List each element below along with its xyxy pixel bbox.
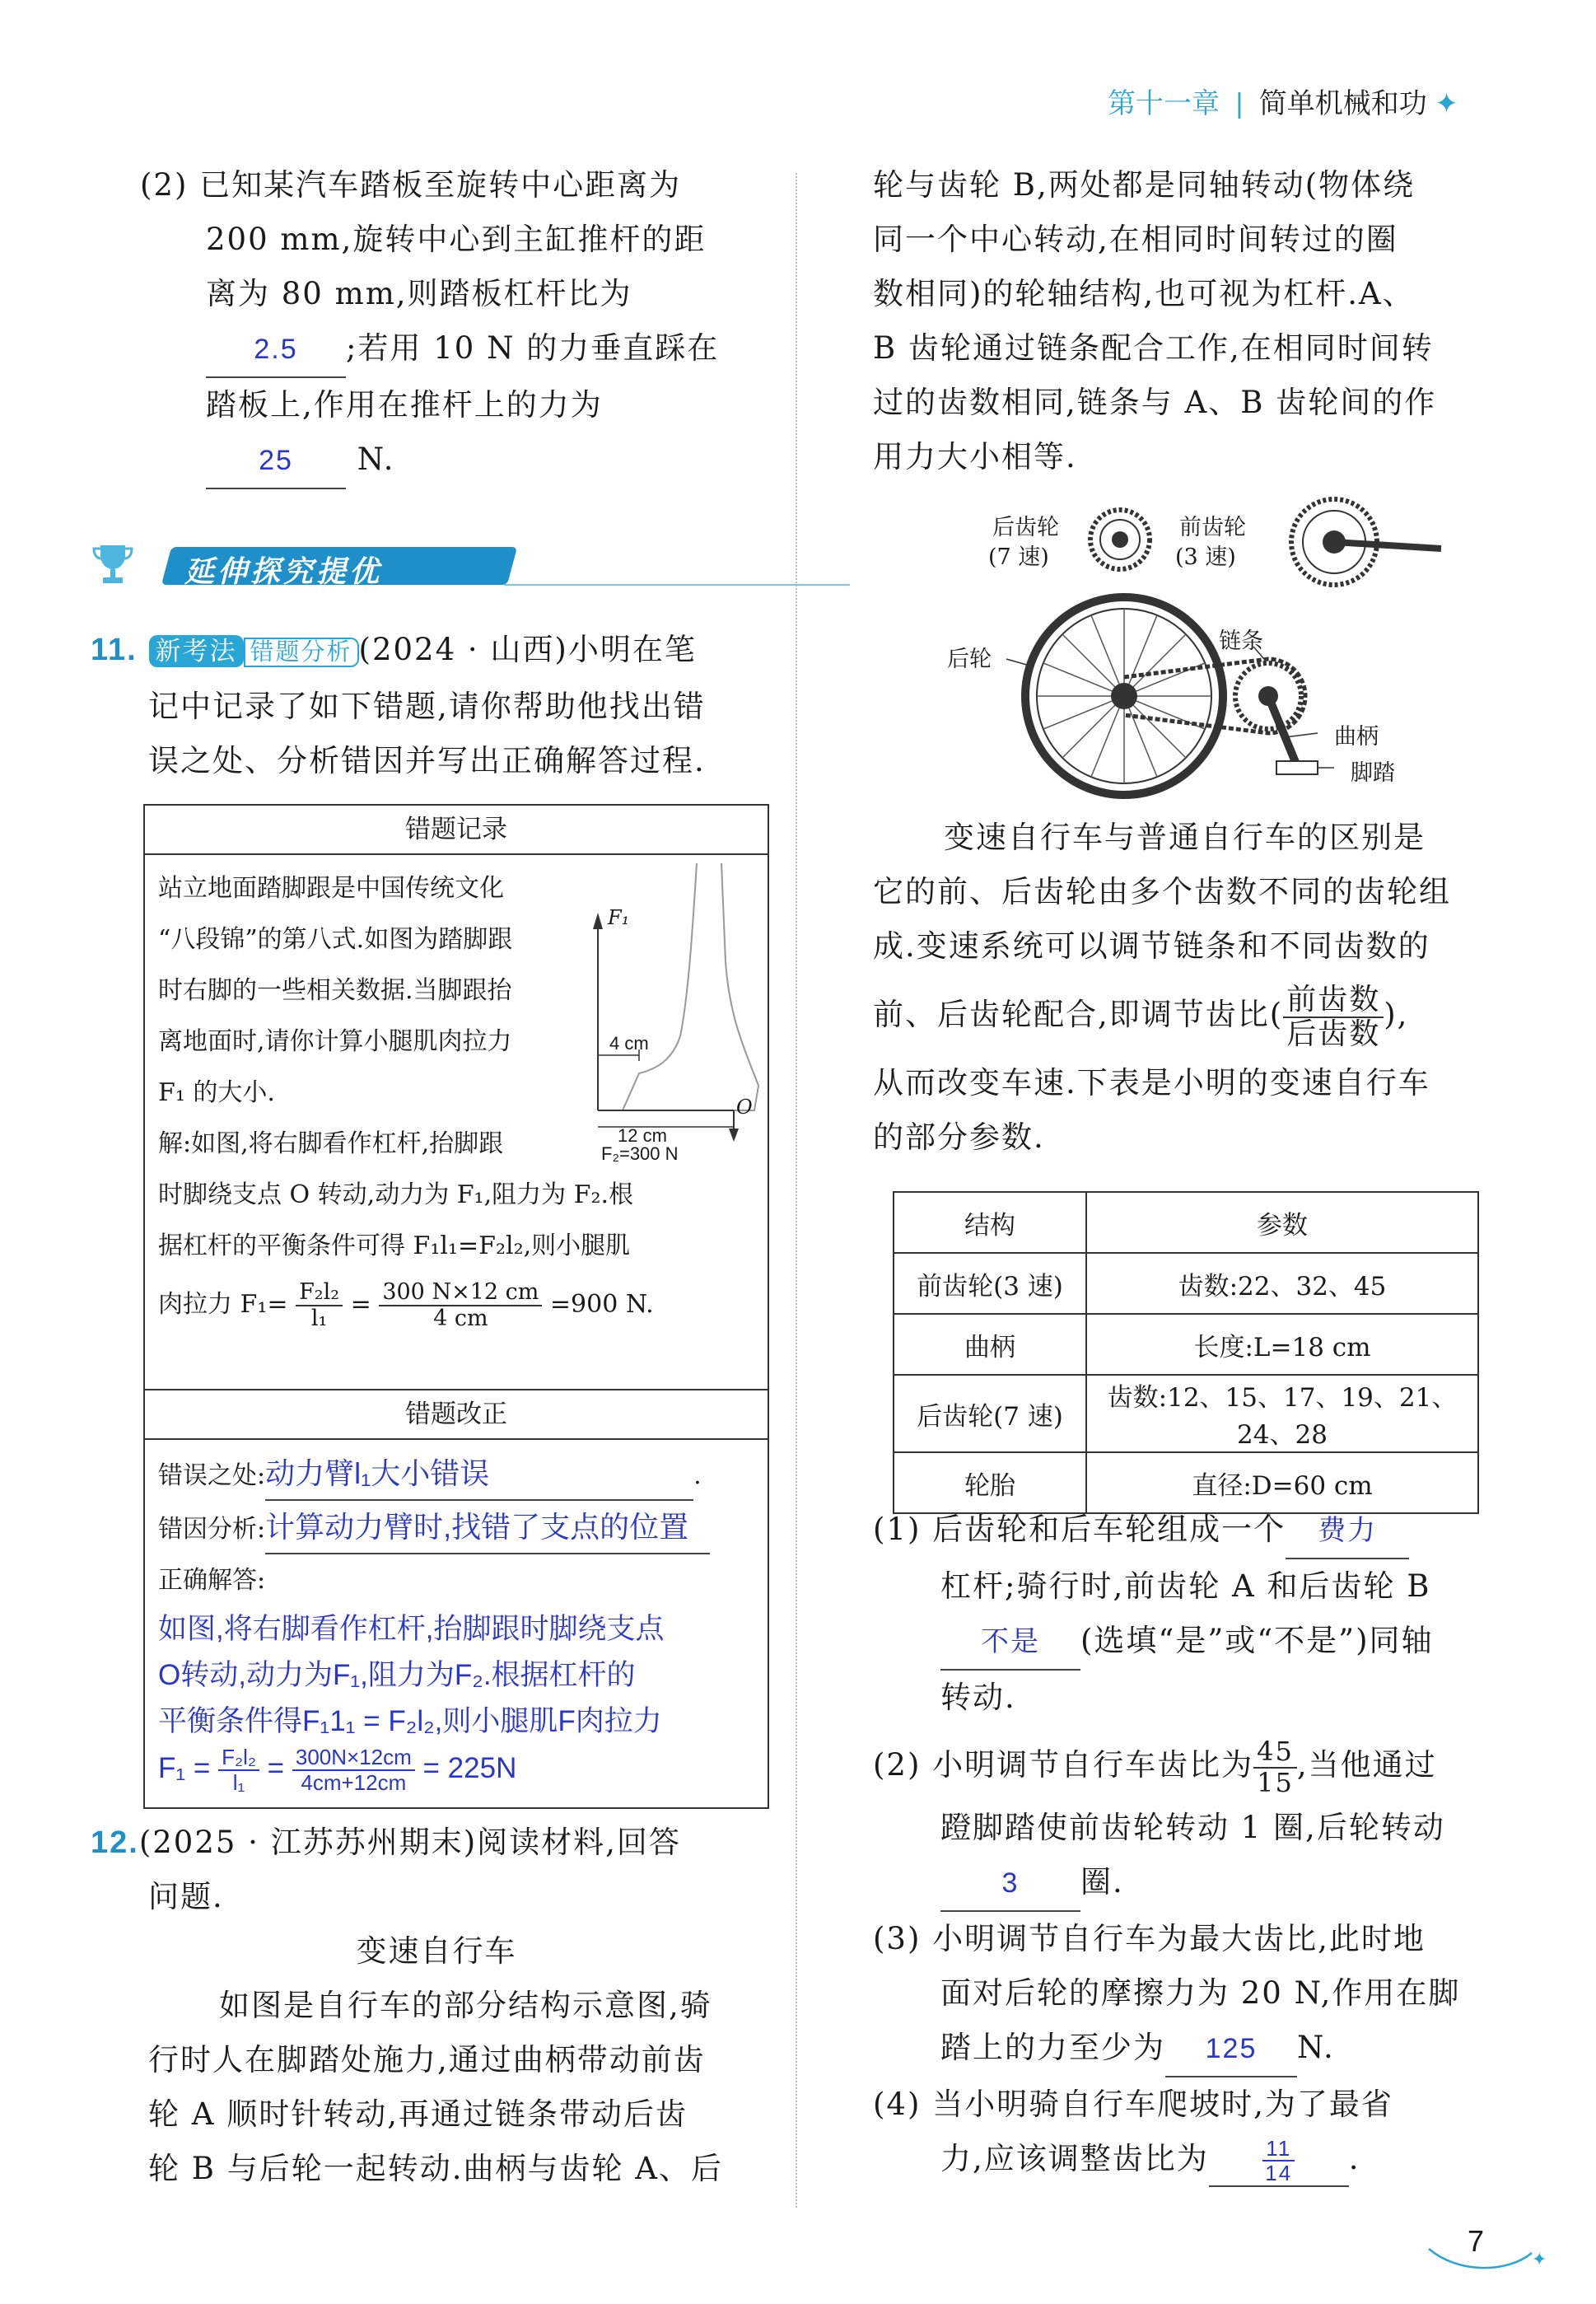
sub2-line-2: 蹬脚踏使前齿轮转动 1 圈,后轮转动 xyxy=(940,1810,1445,1845)
ratio-suffix: ), xyxy=(1384,997,1409,1032)
question-12 xyxy=(91,1816,782,2196)
box-title-record: 错题记录 xyxy=(145,806,768,855)
q10-line-6 xyxy=(140,432,774,489)
formula-prefix: 肉拉力 F₁= xyxy=(158,1290,288,1319)
q12-source: (2025 · 江苏苏州期末)阅读材料,回答 xyxy=(138,1825,681,1860)
table-cell: 轮胎 xyxy=(894,1452,1086,1513)
error-location-answer[interactable]: 动力臂l₁大小错误 xyxy=(265,1448,693,1501)
front-gear-icon xyxy=(1291,499,1441,585)
answer-blank-push-force[interactable]: 25 xyxy=(206,433,346,489)
error-cause-row xyxy=(158,1502,768,1555)
rear-gear-icon xyxy=(1090,510,1150,569)
sub3-line-2: 面对后轮的摩擦力为 20 N,作用在脚 xyxy=(940,1975,1461,2011)
svg-text:✦: ✦ xyxy=(1532,2250,1547,2270)
sub4-prefix: 力,应该调整齿比为 xyxy=(940,2141,1209,2176)
hw-line-3: 平衡条件得F₁1₁ = F₂l₂,则小腿肌F肉拉力 xyxy=(158,1705,662,1737)
record-line-2: “八段锦”的第八式.如图为踏脚跟 xyxy=(158,925,513,954)
hw-line-2: O转动,动力为F₁,阻力为F₂.根据杠杆的 xyxy=(158,1659,636,1691)
table-cell: 直径:D=60 cm xyxy=(1086,1452,1478,1513)
table-header-parameter: 参数 xyxy=(1086,1192,1478,1253)
right-para-1-line-2: 同一个中心转动,在相同时间转过的圈 xyxy=(873,222,1398,257)
error-cause-label: 错因分析: xyxy=(158,1515,266,1544)
q10-line-3: 离为 80 mm,则踏板杠杆比为 xyxy=(206,276,632,311)
correct-answer-label: 正确解答: xyxy=(158,1566,266,1595)
ratio-denominator: 后齿数 xyxy=(1286,1016,1381,1051)
bicycle-diagram xyxy=(947,494,1458,799)
table-cell: 长度:L=18 cm xyxy=(1086,1314,1478,1375)
q10-line-1: (2) 已知某汽车踏板至旋转中心距离为 xyxy=(140,167,682,203)
hw-formula: F₁ = $\frac{\text{F₂l₂}}{\text{l₁}}$ = $\frac{300N\times 12cm}{4cm+12cm}$ = 225N xyxy=(158,1745,517,1795)
label-crank: 曲柄 xyxy=(1334,724,1379,750)
gear-ratio-line xyxy=(873,974,1515,1056)
bike-parameter-table xyxy=(893,1191,1479,1514)
q10-line-2: 200 mm,旋转中心到主缸推杆的距 xyxy=(206,222,707,257)
hw-frac-2-num: 300N×12cm xyxy=(292,1746,415,1771)
fig-label-f1: F₁ xyxy=(608,906,630,929)
table-cell: 齿数:22、32、45 xyxy=(1086,1253,1478,1314)
q12-line-1 xyxy=(91,1816,782,1870)
sub3-line-3 xyxy=(873,2021,1532,2077)
record-line-4: 离地面时,请你计算小腿肌肉拉力 xyxy=(158,1027,512,1056)
formula-result: =900 N. xyxy=(549,1290,654,1319)
table-row xyxy=(894,1375,1478,1452)
label-front-gear: 前齿轮 xyxy=(1179,515,1246,540)
q11-line-1 xyxy=(91,623,782,680)
record-line-5: F₁ 的大小. xyxy=(158,1078,275,1107)
right-para-1-line-5: 过的齿数相同,链条与 A、B 齿轮间的作 xyxy=(873,385,1437,420)
solution-line-3: 据杠杆的平衡条件可得 F₁l₁=F₂l₂,则小腿肌 xyxy=(158,1231,631,1260)
fig-label-f2: F₂=300 N xyxy=(601,1143,679,1164)
table-header-row xyxy=(894,1192,1478,1253)
sub1-prefix: (1) 后齿轮和后车轮组成一个 xyxy=(873,1512,1286,1547)
sub4-ans-den: 14 xyxy=(1265,2161,1293,2186)
formula-1-denominator: l₁ xyxy=(310,1306,328,1331)
q11-tag-error-analysis: 错题分析 xyxy=(244,638,359,667)
q11-number: 11. xyxy=(91,633,138,667)
answer-blank-lever-type[interactable]: 费力 xyxy=(1286,1503,1409,1559)
solution-line-2: 时脚绕支点 O 转动,动力为 F₁,阻力为 F₂.根 xyxy=(158,1180,634,1209)
hw-frac-1-num: F₂l₂ xyxy=(218,1746,259,1771)
formula-1-numerator: F₂l₂ xyxy=(296,1280,343,1306)
sub1-line-3-text: (选填“是”或“不是”)同轴 xyxy=(1080,1623,1434,1658)
right-para-1-line-1: 轮与齿轮 B,两处都是同轴转动(物体绕 xyxy=(873,167,1416,203)
right-para-2 xyxy=(873,811,1515,1165)
fig-label-12cm: 12 cm xyxy=(618,1125,667,1146)
q11-line-3: 误之处、分析错因并写出正确解答过程. xyxy=(148,743,706,778)
label-rear-gear: 后齿轮 xyxy=(992,515,1059,540)
formula-fraction-2 xyxy=(379,1280,542,1330)
fig-label-4cm: 4 cm xyxy=(609,1033,649,1054)
right-para-1-line-4: B 齿轮通过链条配合工作,在相同时间转 xyxy=(873,330,1434,366)
sub4-suffix: . xyxy=(1348,2141,1360,2176)
sub1-line-4: 转动. xyxy=(940,1680,1016,1715)
answer-blank-rear-turns[interactable]: 3 xyxy=(940,1856,1080,1912)
fig-label-o: O xyxy=(736,1096,753,1119)
label-rear-wheel: 后轮 xyxy=(947,647,992,672)
table-header-structure: 结构 xyxy=(894,1192,1086,1253)
sub2-line-1 xyxy=(873,1730,1532,1801)
sparkle-icon: ✦ xyxy=(1435,88,1458,119)
solution-formula: 肉拉力 F₁= $\frac{\text{F₂l₂}}{\text{l₁}}$ = $\frac{300 N\times 12 cm}{4 cm}$ =900 N. xyxy=(158,1279,654,1331)
answer-blank-lever-ratio[interactable]: 2.5 xyxy=(206,322,346,378)
sub2-prefix: (2) 小明调节自行车齿比为 xyxy=(873,1747,1254,1783)
ratio-prefix: 前、后齿轮配合,即调节齿比( xyxy=(873,997,1284,1032)
pedal-icon xyxy=(1276,761,1318,774)
sub2-line-3-text: 圈. xyxy=(1080,1864,1124,1900)
hw-frac-1-den: l₁ xyxy=(232,1769,245,1795)
table-row xyxy=(894,1314,1478,1375)
sub4-line-2 xyxy=(873,2132,1532,2187)
chapter-header: 第十一章 | 简单机械和功 ✦ xyxy=(1108,88,1458,119)
label-chain: 链条 xyxy=(1219,629,1263,654)
section-banner xyxy=(92,542,768,591)
table-row xyxy=(894,1253,1478,1314)
left-para-line-4: 轮 B 与后轮一起转动.曲柄与齿轮 A、后 xyxy=(148,2151,723,2186)
right-para-1 xyxy=(873,158,1515,484)
sub1-line-1 xyxy=(873,1503,1532,1559)
rear-wheel-icon xyxy=(1025,597,1223,795)
right-para-2-line-2: 它的前、后齿轮由多个齿数不同的齿轮组 xyxy=(873,874,1451,909)
right-para-1-line-6: 用力大小相等. xyxy=(873,439,1077,474)
question-10-part-2 xyxy=(140,158,774,489)
sub2-frac-num: 45 xyxy=(1253,1737,1297,1768)
formula-fraction-1 xyxy=(296,1280,343,1330)
error-cause-answer[interactable]: 计算动力臂时,找错了支点的位置 xyxy=(265,1502,710,1554)
answer-blank-coaxial[interactable]: 不是 xyxy=(940,1615,1080,1671)
sub4-line-1: (4) 当小明骑自行车爬坡时,为了最省 xyxy=(873,2087,1393,2122)
trophy-icon xyxy=(92,542,133,588)
formula-2-denominator: 4 cm xyxy=(433,1306,488,1331)
sub3-line-1: (3) 小明调节自行车为最大齿比,此时地 xyxy=(873,1921,1426,1956)
sub4-ans-num: 11 xyxy=(1262,2137,1295,2162)
hw-result: = 225N xyxy=(422,1752,517,1784)
table-cell: 齿数:12、15、17、19、21、24、28 xyxy=(1086,1375,1478,1452)
q11-source: (2024 · 山西)小明在笔 xyxy=(358,632,697,667)
error-record-box xyxy=(143,804,769,1809)
q10-line-4-text: ;若用 10 N 的力垂直踩在 xyxy=(346,330,720,366)
record-line-3: 时右脚的一些相关数据.当脚跟抬 xyxy=(158,976,512,1005)
sub2-suffix: ,当他通过 xyxy=(1296,1747,1437,1783)
box-title-correction: 错题改正 xyxy=(145,1390,768,1440)
correct-answer-handwriting[interactable] xyxy=(158,1606,768,1794)
q12-line-2: 问题. xyxy=(148,1879,224,1914)
left-para-line-3: 轮 A 顺时针转动,再通过链条带动后齿 xyxy=(148,2096,688,2132)
error-location-row: 错误之处:动力臂l₁大小错误 . xyxy=(158,1448,768,1502)
sub3-suffix: N. xyxy=(1297,2030,1335,2065)
table-cell: 后齿轮(7 速) xyxy=(894,1375,1086,1452)
q10-line-4 xyxy=(140,321,774,378)
sub3-prefix: 踏上的力至少为 xyxy=(940,2030,1165,2065)
hw-frac-2-den: 4cm+12cm xyxy=(301,1769,407,1795)
column-divider xyxy=(796,173,797,2208)
sub2-frac-den: 15 xyxy=(1257,1766,1294,1798)
answer-blank-pedal-force[interactable]: 125 xyxy=(1165,2021,1297,2077)
sub1-line-2: 杠杆;骑行时,前齿轮 A 和后齿轮 B xyxy=(940,1568,1431,1604)
page-number: 7 xyxy=(1468,2224,1485,2258)
foot-diagram xyxy=(590,863,763,1164)
ratio-fraction xyxy=(1283,984,1384,1050)
answer-blank-gear-ratio[interactable] xyxy=(1209,2137,1349,2187)
right-para-2-line-1: 变速自行车与普通自行车的区别是 xyxy=(944,820,1426,855)
left-para-line-2: 行时人在脚踏处施力,通过曲柄带动前齿 xyxy=(148,2042,706,2077)
q12-number: 12. xyxy=(91,1825,139,1860)
sub1-line-3 xyxy=(873,1614,1532,1671)
q10-unit: N. xyxy=(357,442,395,477)
hw-fraction-1 xyxy=(218,1746,259,1794)
right-para-3-line-2: 的部分参数. xyxy=(873,1119,1045,1155)
error-location-label: 错误之处: xyxy=(158,1461,266,1490)
record-line-1: 站立地面踏脚跟是中国传统文化 xyxy=(158,874,504,903)
article-title: 变速自行车 xyxy=(356,1934,517,1968)
page-curve-icon xyxy=(1425,2224,1548,2274)
q10-line-5: 踏板上,作用在推杆上的力为 xyxy=(206,387,603,423)
q11-tag-new-method: 新考法 xyxy=(149,635,244,667)
page-number-area xyxy=(1425,2224,1548,2274)
sub2-fraction xyxy=(1253,1737,1297,1797)
formula-2-numerator: 300 N×12 cm xyxy=(379,1280,542,1306)
label-pedal: 脚踏 xyxy=(1351,760,1395,786)
q11-line-2: 记中记录了如下错题,请你帮助他找出错 xyxy=(148,689,706,724)
sub2-line-3 xyxy=(873,1855,1532,1912)
label-rear-speed: (7 速) xyxy=(988,544,1049,570)
chapter-title: 简单机械和功 xyxy=(1258,88,1427,119)
q12-subquestions xyxy=(873,1503,1532,2187)
section-banner-title: 延伸探究提优 xyxy=(184,554,383,588)
hw-line-1: 如图,将右脚看作杠杆,抬脚跟时脚绕支点 xyxy=(158,1613,665,1645)
question-11 xyxy=(91,623,782,788)
right-para-1-line-3: 数相同)的轮轴结构,也可视为杠杆.A、 xyxy=(873,276,1415,311)
right-para-2-line-3: 成.变速系统可以调节链条和不同齿数的 xyxy=(873,928,1430,964)
chapter-number: 第十一章 xyxy=(1108,88,1220,119)
hw-formula-prefix: F₁ = xyxy=(158,1752,211,1784)
hw-fraction-2 xyxy=(292,1746,415,1794)
table-cell: 前齿轮(3 速) xyxy=(894,1253,1086,1314)
table-cell: 曲柄 xyxy=(894,1314,1086,1375)
ratio-numerator: 前齿数 xyxy=(1283,984,1384,1018)
left-para-line-1: 如图是自行车的部分结构示意图,骑 xyxy=(219,1988,712,2023)
label-front-speed: (3 速) xyxy=(1175,544,1236,570)
solution-line-1: 解:如图,将右脚看作杠杆,抬脚跟 xyxy=(158,1129,504,1158)
right-para-3-line-1: 从而改变车速.下表是小明的变速自行车 xyxy=(873,1065,1430,1101)
